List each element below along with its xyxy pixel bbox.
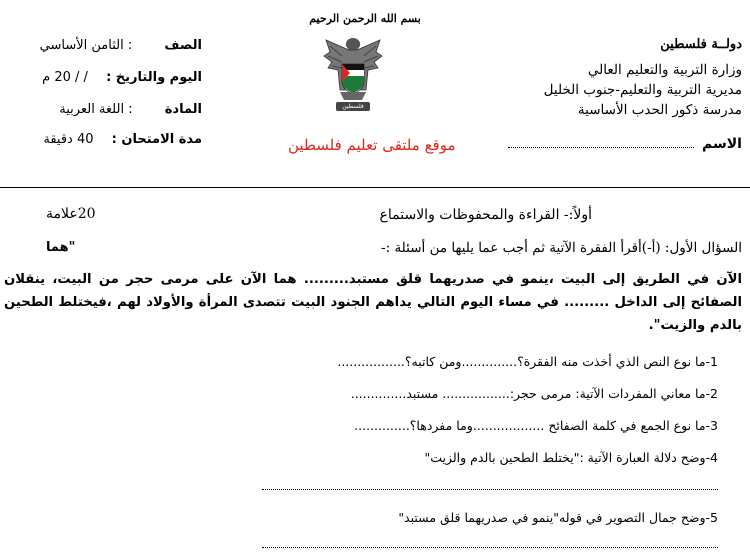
question-intro: السؤال الأول: (أ-)أقرأ الفقرة الآتية ثم أجب عما يليها من أسئلة :- xyxy=(381,240,742,256)
org-line-ministry: وزارة التربية والتعليم العالي xyxy=(587,62,742,78)
basmala: بسم الله الرحمن الرحيم xyxy=(309,12,421,25)
header-divider xyxy=(0,187,750,188)
subject-row xyxy=(59,102,202,117)
quote-start: "هما xyxy=(46,240,76,255)
grade-value: : الثامن الأساسي xyxy=(39,38,133,53)
question-item-5: 5-وضح جمال التصوير في قوله"ينمو في صدريهما قلق مستبد" xyxy=(398,510,718,525)
org-line-school: مدرسة ذكور الحدب الأساسية xyxy=(577,102,742,118)
date-row xyxy=(42,70,202,85)
org-line-state: دولــة فلسطين xyxy=(660,37,742,52)
question-item-4: 4-وضح دلالة العبارة الآتية :"يختلط الطحين بالدم والزيت" xyxy=(424,450,718,465)
subject-value: : اللغة العربية xyxy=(59,102,133,117)
emblem-caption: فلسطين xyxy=(342,103,364,110)
date-label: اليوم والتاريخ : xyxy=(106,70,202,85)
duration-label: مدة الامتحان : xyxy=(111,132,202,147)
question-item-3: 3-ما نوع الجمع في كلمة الصفائح ..................وما مفردها؟.............. xyxy=(354,418,718,433)
section-marks: 20علامة xyxy=(46,206,96,222)
subject-label: المادة xyxy=(164,102,202,117)
answer-line-5[interactable] xyxy=(262,546,718,548)
site-watermark: موقع ملتقى تعليم فلسطين xyxy=(288,136,456,154)
question-item-2: 2-ما معاني المفردات الآتية: مرمى حجر:................. مستبد.............. xyxy=(350,386,718,401)
question-item-1: 1-ما نوع النص الذي أخذت منه الفقرة؟..............ومن كاتبه؟................. xyxy=(337,354,718,369)
name-label: الاسم xyxy=(702,136,742,152)
org-line-directorate: مديرية التربية والتعليم-جنوب الخليل xyxy=(543,82,742,98)
section-title: أولاً:- القراءة والمحفوظات والاستماع xyxy=(379,207,592,223)
palestine-emblem-icon xyxy=(320,30,386,122)
duration-value: 40 دقيقة xyxy=(43,132,94,147)
answer-line-4[interactable] xyxy=(262,488,718,490)
grade-label: الصف xyxy=(164,38,202,53)
reading-paragraph: الآن في الطريق إلى البيت ،ينمو في صدريهما قلق مستبد......... هما الآن على مرمى حجر من البيت، ينقلان الصفائح إلى الداخل ......... في مساء اليوم التالي يداهم الجنود البيت تتصدى المرأة والأولاد لهم ،فيختلط الطحين بالدم والزيت". xyxy=(4,272,742,333)
name-dotted-line[interactable] xyxy=(508,138,694,148)
grade-row xyxy=(40,38,202,53)
date-value: / / 20 م xyxy=(42,70,88,85)
duration-row xyxy=(43,132,202,147)
student-name-field[interactable] xyxy=(508,136,742,152)
